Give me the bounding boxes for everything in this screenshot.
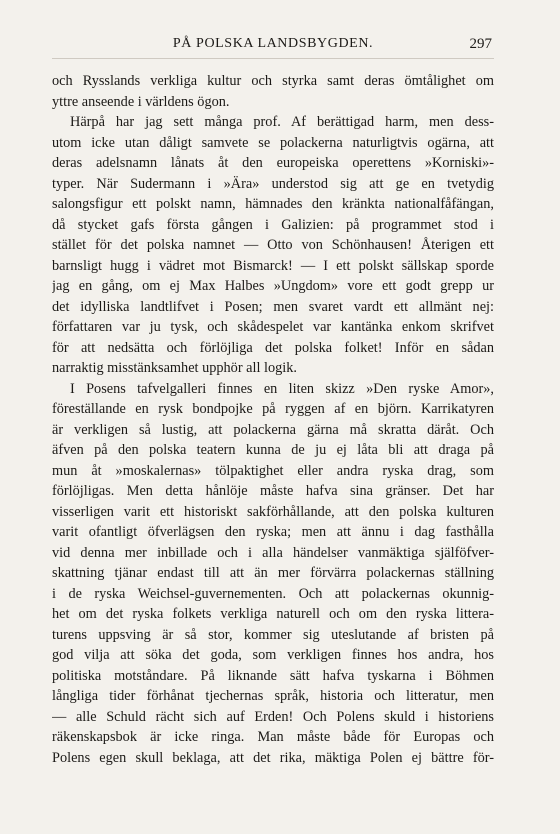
text-line: skattning tjänar endast till att än mer förvärra polackernas ställning [52,565,494,581]
text-line: för att nedsätta och förlöjliga det polska folket! Inför en sådan [52,339,494,356]
text-line: jag en gång, om ej Max Halbes »Ungdom» vore ett godt grepp ur [52,278,494,294]
page-number: 297 [469,36,492,52]
text-line: turens uppsving är så stor, kommer sig uteslutande af bristen på [52,626,494,643]
text-line: typer. När Sudermann i »Ära» understod sig att ge en tvetydig [52,175,494,192]
text-line: stället för det polska namnet — Otto von Schönhausen! Återigen ett [52,237,494,253]
text-line: räkenskapsbok är icke ringa. Man måste både för Europas och [52,729,494,745]
header-rule [52,58,494,59]
text-line: — alle Schuld rächt sich auf Erden! Och Polens skuld i historiens [52,708,494,725]
text-line: Polens egen skull beklaga, att det rika, mäktiga Polen ej bättre för- [52,749,494,766]
text-line: i de ryska Weichsel-guvernementen. Och att polackernas okunnig- [52,585,494,602]
text-line: Härpå har jag sett många prof. Af berättigad harm, men dess- [70,114,494,130]
text-line: och Rysslands verkliga kultur och styrka samt deras ömtålighet om [52,73,494,89]
text-line: salongsfigur ett polskt namn, hämnades den kränkta nationalfåfängan, [52,196,494,212]
text-line: vid denna mer inbillade och i alla händelser vanmäktiga själföfver- [52,544,494,561]
text-line: långliga tider förhånat tjechernas språk, historia och litteratur, men [52,688,494,704]
text-line: visserligen varit ett historiskt sakförhållande, att den polska kulturen [52,503,494,520]
running-head [52,32,494,56]
text-line: het om det ryska folkets verkliga naturell och om den ryska littera- [52,606,494,622]
text-line: mun åt »moskalernas» tölpaktighet eller andra ryska drag, som [52,462,494,479]
body-text [52,71,494,768]
text-line: är verkligen så lustig, att polackerna gärna må skratta däråt. Och [52,421,494,438]
running-title: PÅ POLSKA LANDSBYGDEN. [172,36,374,51]
text-line: föreställande en rysk bondpojke på ryggen af en björn. Karrikatyren [52,401,494,417]
text-line: I Posens tafvelgalleri finnes en liten skizz »Den ryske Amor», [70,380,494,397]
text-line: det idylliska landtlifvet i Posen; men svaret vardt ett allmänt nej: [52,298,494,315]
text-line: god vilja att söka det goda, som verkligen finnes hos andra, hos [52,647,494,663]
text-line: då stycket gafs första gången i Galizien: på programmet stod i [52,216,494,233]
text-line: författaren var ju tysk, och skådespelet var kantänka enkom skrifvet [52,319,494,335]
text-line: utom icke utan dåligt samvete se polackerna naturligtvis ogärna, att [52,134,494,151]
text-line: förlöjligas. Men detta hånlöje måste hafva sina gränser. Det har [52,483,494,499]
text-line: barnsligt hugg i vädret mot Bismarck! — I ett polskt sällskap sporde [52,257,494,274]
text-line: yttre anseende i världens ögon. [52,93,230,110]
text-line: deras adelsnamn lånats åt den europeiska operettens »Korniski»- [52,155,494,171]
text-line: varit ofantligt öfverlägsen den ryska; men att ännu i dag fasthålla [52,524,494,540]
text-line: äfven på den polska teatern kunna de ju ej låta bli att draga på [52,442,494,458]
text-line: narraktig misstänksamhet upphör all logik. [52,360,297,376]
book-page [52,32,494,768]
text-line: politiska motståndare. På liknande sätt hafva tyskarna i Böhmen [52,667,494,684]
